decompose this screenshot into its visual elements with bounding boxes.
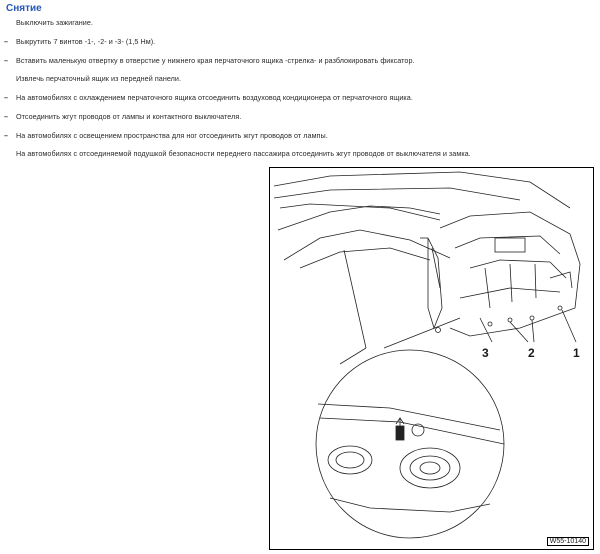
instruction-step	[16, 74, 181, 83]
step-text: Отсоединить жгут проводов от лампы и контактного выключателя.	[16, 112, 242, 121]
instruction-step	[4, 37, 155, 46]
instruction-step	[4, 93, 413, 102]
step-text: Извлечь перчаточный ящик из передней панели.	[16, 74, 181, 83]
callout-label: 2	[528, 346, 535, 360]
step-text: Выкрутить 7 винтов -1-, -2- и -3- (1,5 Нм).	[16, 37, 156, 46]
step-text: Выключить зажигание.	[16, 18, 93, 27]
instruction-step	[4, 112, 241, 121]
step-text: На автомобилях с охлаждением перчаточного ящика отсоединить воздуховод кондиционера от перчаточного ящика.	[16, 93, 413, 102]
instruction-step	[16, 18, 93, 27]
technical-illustration	[269, 167, 594, 550]
step-text: На автомобилях с освещением пространства для ног отсоединить жгут проводов от лампы.	[16, 131, 328, 140]
step-text: Вставить маленькую отвертку в отверстие у нижнего края перчаточного ящика -стрелка- и разблокировать фиксатор.	[16, 56, 415, 65]
section-title: Снятие	[6, 3, 42, 14]
step-bullet: –	[4, 112, 9, 121]
glovebox-drawing	[270, 168, 593, 549]
step-bullet: –	[4, 56, 9, 65]
step-bullet: –	[4, 93, 9, 102]
step-bullet: –	[4, 131, 9, 140]
callout-label: 1	[573, 346, 580, 360]
instruction-step	[16, 149, 471, 158]
callout-label: 3	[482, 346, 489, 360]
instruction-step	[4, 131, 328, 140]
figure-id: W55-10140	[547, 537, 589, 546]
step-bullet: –	[4, 37, 9, 46]
instruction-step	[4, 56, 415, 65]
step-text: На автомобилях с отсоединяемой подушкой безопасности переднего пассажира отсоединить жгут проводов от выключателя и замка.	[16, 149, 471, 158]
